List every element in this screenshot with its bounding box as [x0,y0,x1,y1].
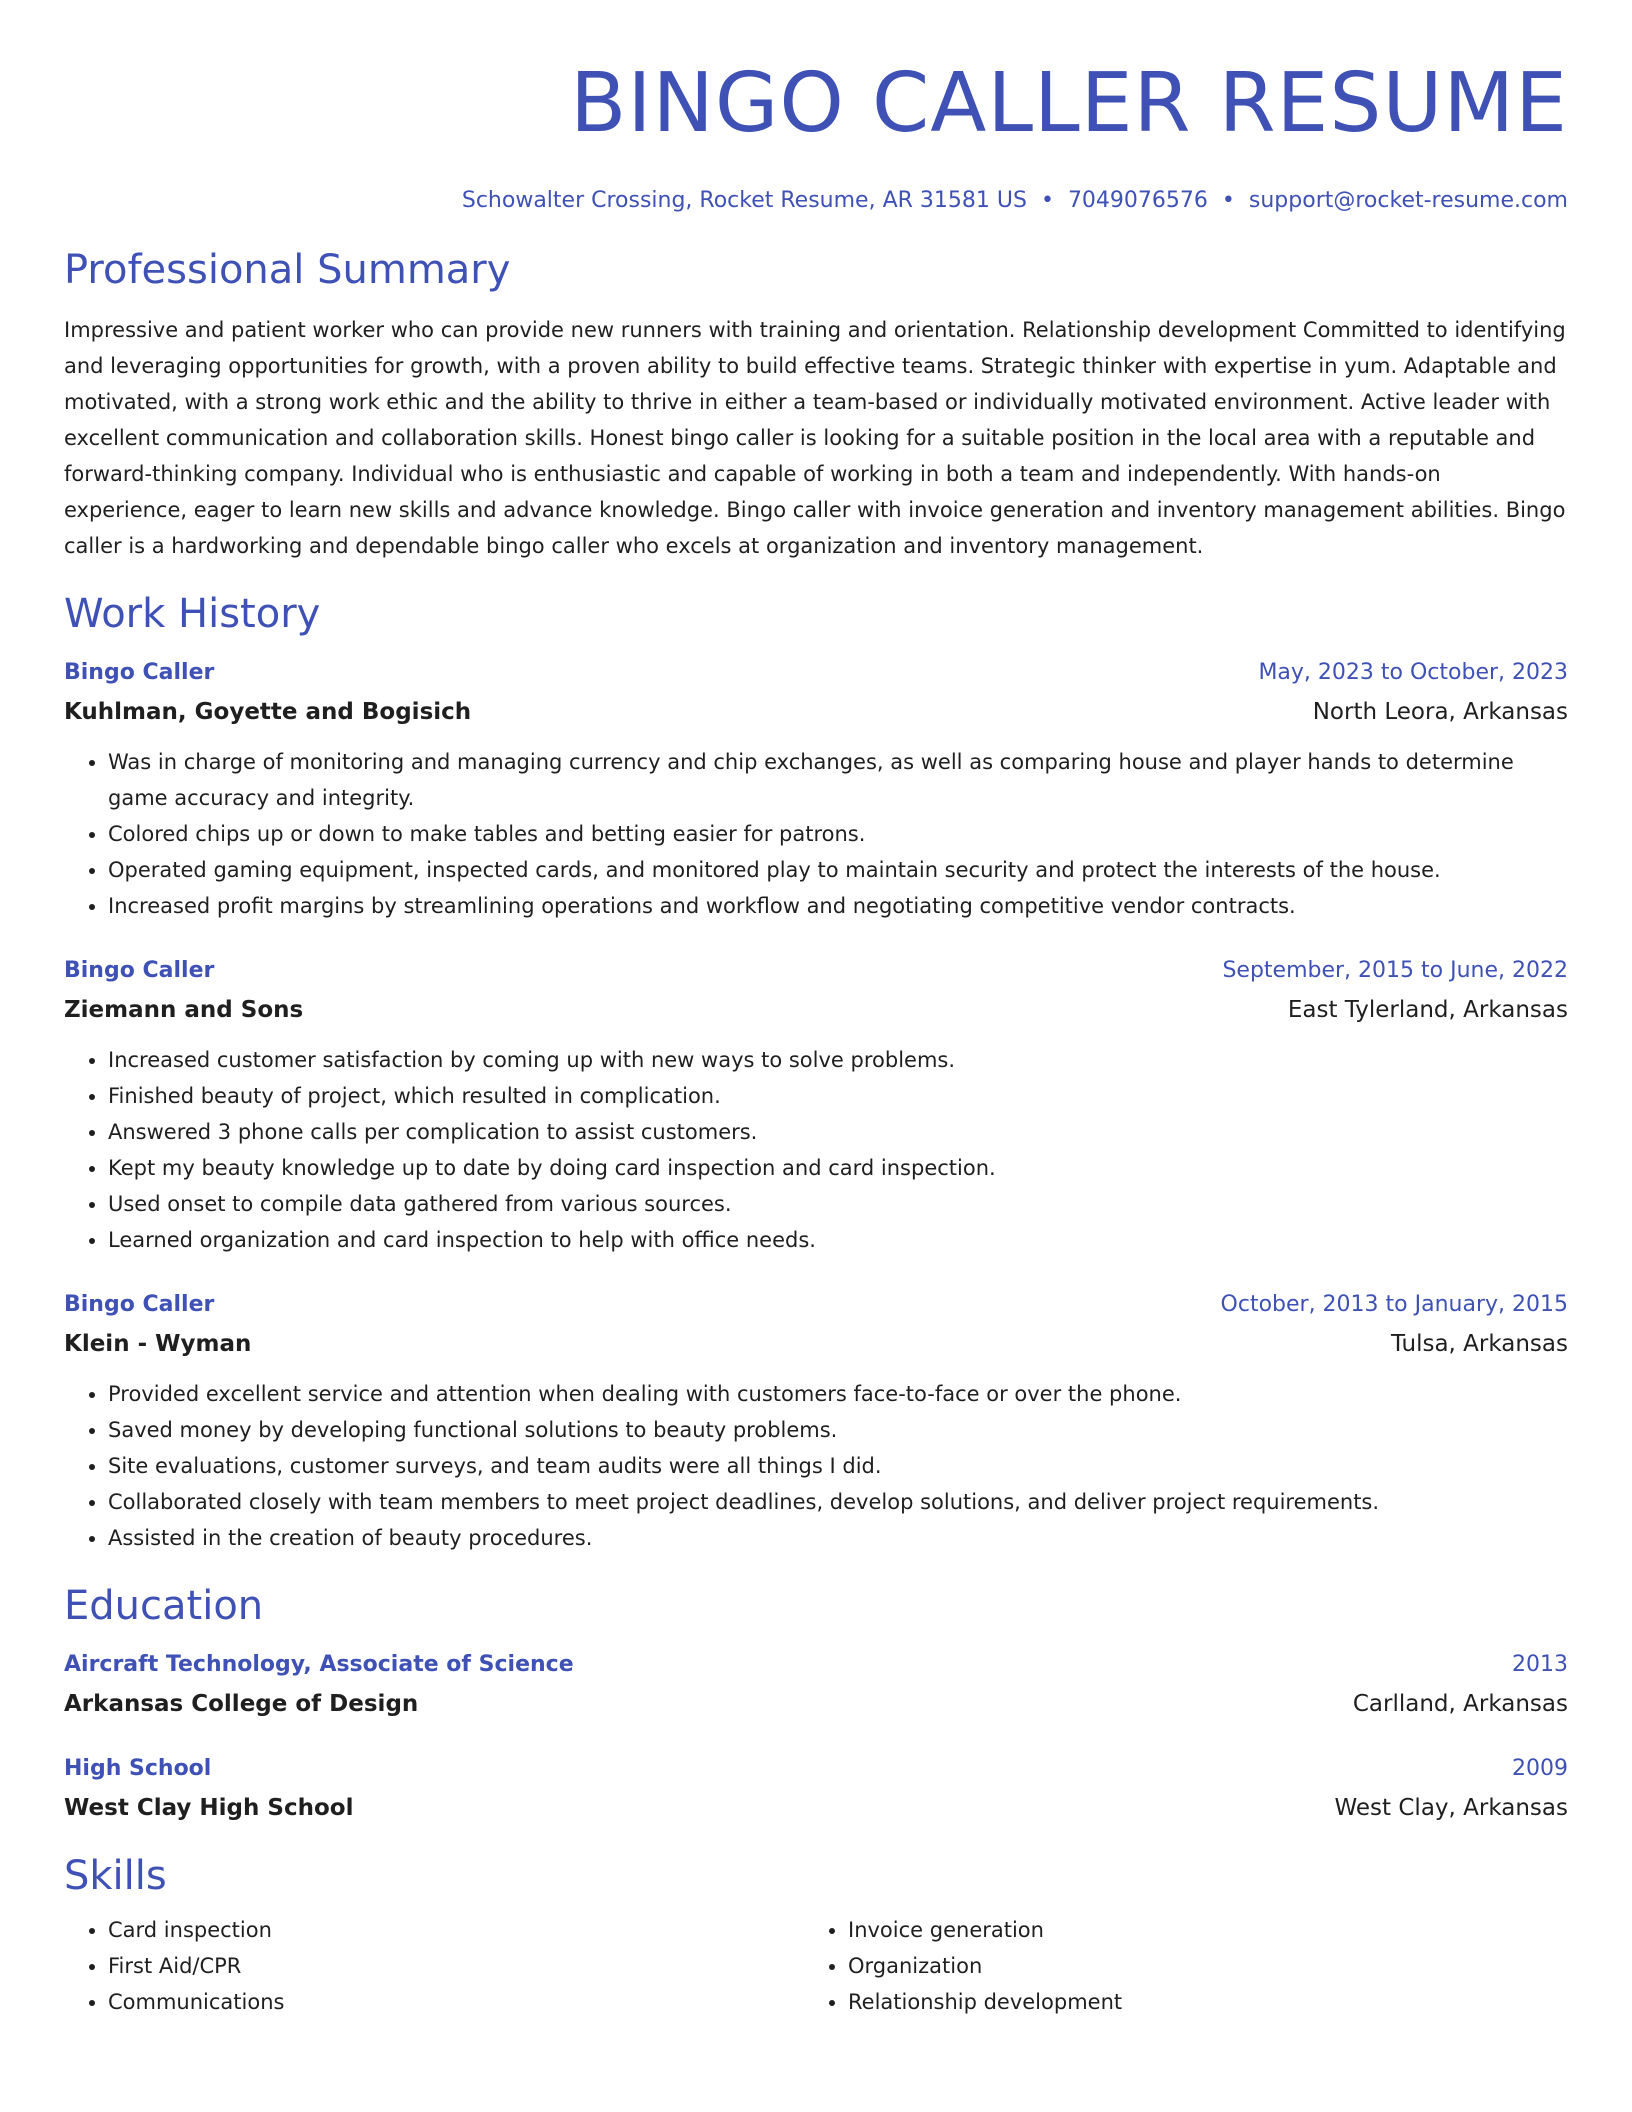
section-title-education: Education [64,1583,264,1629]
job-dates: October, 2013 to January, 2015 [1220,1292,1568,1317]
job-bullet: • Provided excellent service and attention when dealing with customers face-to-face or over the phone. [108,1376,1568,1412]
job-bullet: • Was in charge of monitoring and managing currency and chip exchanges, as well as comparing house and player hands to determine game accuracy and integrity. [108,744,1568,816]
section-title-work-history: Work History [64,591,321,637]
job-bullet: • Assisted in the creation of beauty procedures. [108,1520,1568,1556]
job-bullets [64,744,1568,924]
contact-address: Schowalter Crossing, Rocket Resume, AR 31581 US [461,188,1027,213]
resume-title: BINGO CALLER RESUME [570,56,1568,151]
education-entry [64,1752,1568,1826]
skill-item: • Communications [108,1984,804,2020]
job-bullet: • Answered 3 phone calls per complication to assist customers. [108,1114,1568,1150]
job-company: Ziemann and Sons [64,997,304,1023]
skill-item: • Relationship development [848,1984,1544,2020]
contact-line [64,186,1568,216]
education-location: West Clay, Arkansas [1334,1795,1568,1821]
skill-item: • First Aid/CPR [108,1948,804,1984]
job-role: Bingo Caller [64,1292,215,1317]
section-title-summary: Professional Summary [64,247,511,293]
job-bullet: • Finished beauty of project, which resulted in complication. [108,1078,1568,1114]
job-bullet: • Collaborated closely with team members to meet project deadlines, develop solutions, and deliver project requirements. [108,1484,1568,1520]
education-location: Carlland, Arkansas [1352,1691,1568,1717]
job-role: Bingo Caller [64,958,215,983]
job-entry [64,1288,1568,1556]
job-location: North Leora, Arkansas [1312,699,1568,725]
contact-separator: • [1221,188,1235,213]
contact-phone: 7049076576 [1067,188,1208,213]
job-bullet: • Used onset to compile data gathered from various sources. [108,1186,1568,1222]
skills-column-left [64,1912,804,2020]
job-location: Tulsa, Arkansas [1390,1331,1568,1357]
resume-header [64,56,1568,216]
job-bullet: • Saved money by developing functional solutions to beauty problems. [108,1412,1568,1448]
skill-item: • Organization [848,1948,1544,1984]
job-bullet: • Learned organization and card inspection to help with office needs. [108,1222,1568,1258]
job-dates: September, 2015 to June, 2022 [1222,958,1568,983]
education-degree: Aircraft Technology, Associate of Science [64,1652,574,1677]
skills-column-right [804,1912,1544,2020]
job-role: Bingo Caller [64,660,215,685]
education-school: West Clay High School [64,1795,354,1821]
job-bullet: • Increased customer satisfaction by coming up with new ways to solve problems. [108,1042,1568,1078]
education-school: Arkansas College of Design [64,1691,419,1717]
job-bullet: • Site evaluations, customer surveys, and team audits were all things I did. [108,1448,1568,1484]
education-entry [64,1648,1568,1722]
job-dates: May, 2023 to October, 2023 [1258,660,1568,685]
job-bullet: • Increased profit margins by streamlining operations and workflow and negotiating competitive vendor contracts. [108,888,1568,924]
job-bullet: • Kept my beauty knowledge up to date by doing card inspection and card inspection. [108,1150,1568,1186]
skill-item: • Card inspection [108,1912,804,1948]
job-bullet: • Operated gaming equipment, inspected cards, and monitored play to maintain security and protect the interests of the house. [108,852,1568,888]
job-bullet: • Colored chips up or down to make tables and betting easier for patrons. [108,816,1568,852]
education-year: 2009 [1512,1756,1568,1781]
section-title-skills: Skills [64,1853,167,1899]
education-year: 2013 [1512,1652,1568,1677]
job-bullets [64,1376,1568,1556]
contact-email: support@rocket-resume.com [1248,188,1568,213]
job-entry [64,656,1568,924]
skills-list [64,1912,1568,2020]
contact-separator: • [1040,188,1054,213]
summary-text: Impressive and patient worker who can provide new runners with training and orientation. Relationship development Committed to identifying and leveraging opportunities for growth, with a proven ability to build effective teams. Strategic thinker with expertise in yum. Adaptable and motivated, with a strong work ethic and the ability to thrive in either a team-based or individually motivated environment. Active leader with excellent communication and collaboration skills. Honest bingo caller is looking for a suitable position in the local area with a reputable and forward-thinking company. Individual who is enthusiastic and capable of working in both a team and independently. With hands-on experience, eager to learn new skills and advance knowledge. Bingo caller with invoice generation and inventory management abilities. Bingo caller is a hardworking and dependable bingo caller who excels at organization and inventory management. [64,318,1566,558]
skill-item: • Invoice generation [848,1912,1544,1948]
job-entry [64,954,1568,1258]
job-bullets [64,1042,1568,1258]
job-company: Kuhlman, Goyette and Bogisich [64,699,472,725]
job-company: Klein - Wyman [64,1331,252,1357]
job-location: East Tylerland, Arkansas [1287,997,1568,1023]
education-degree: High School [64,1756,212,1781]
